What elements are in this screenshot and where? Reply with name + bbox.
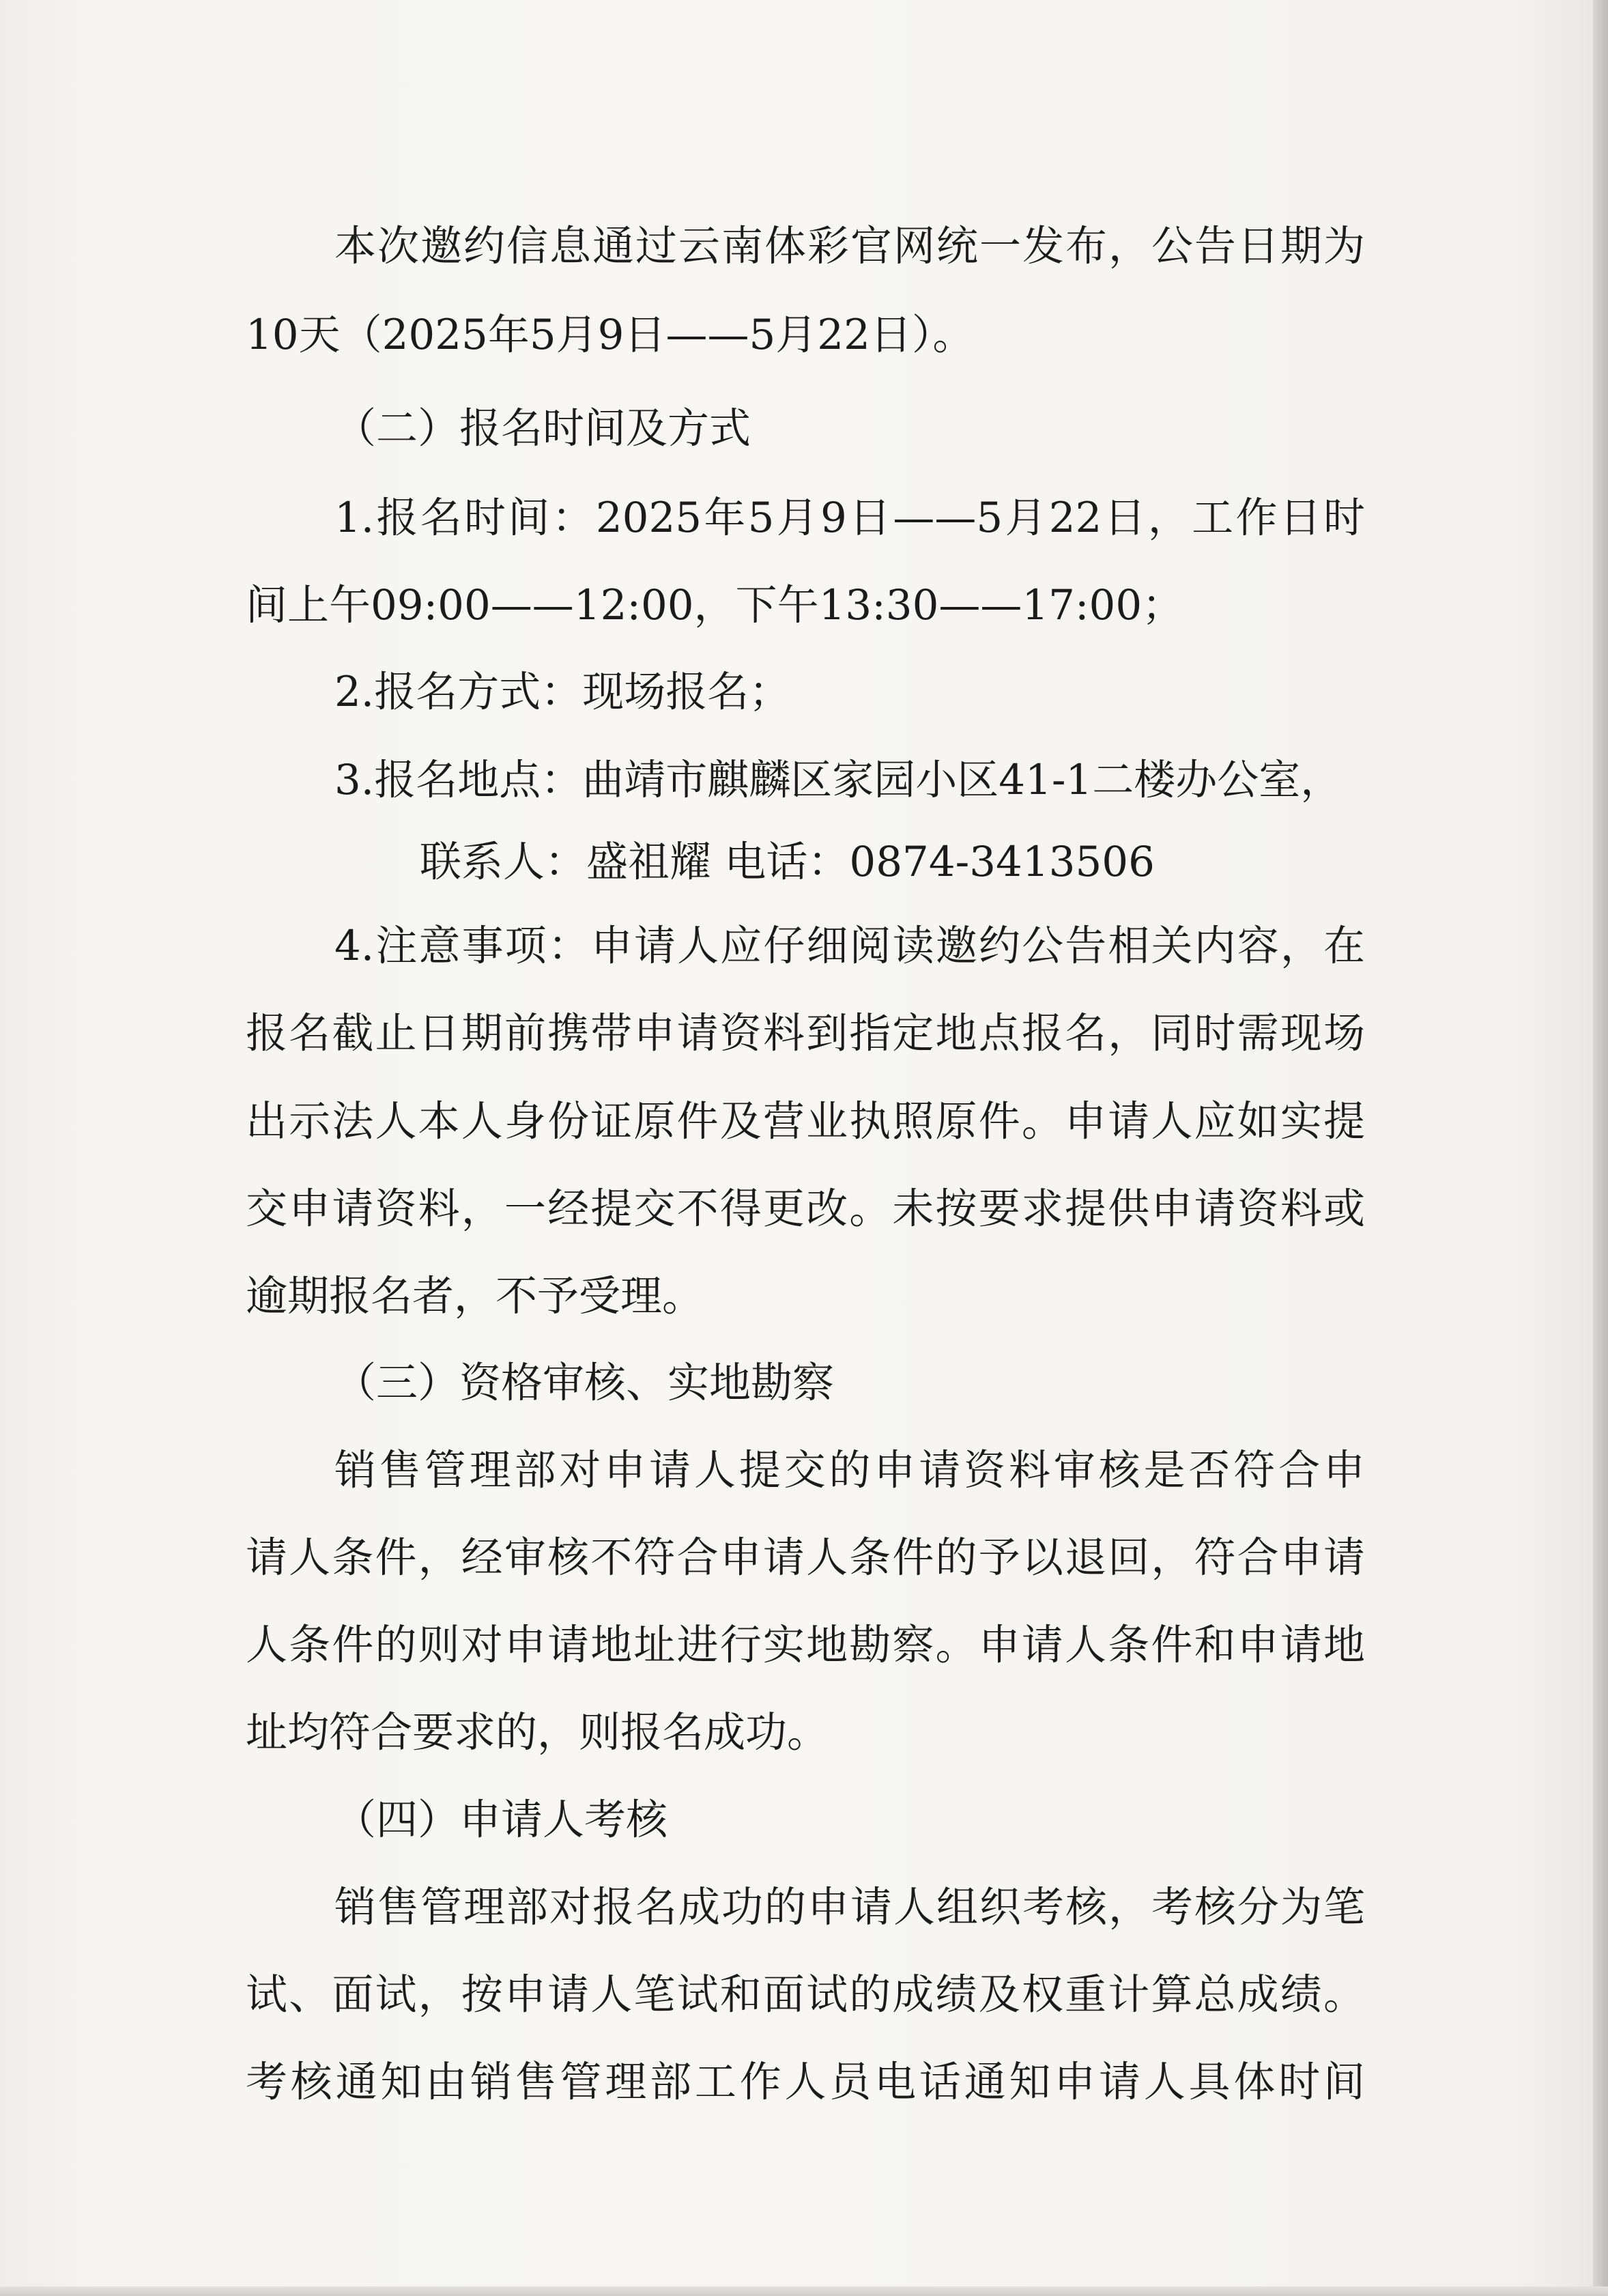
review-line-1: 销售管理部对申请人提交的申请资料审核是否符合申 (334, 1446, 1365, 1494)
section-heading-assessment: （四）申请人考核 (334, 1796, 668, 1844)
section-heading-review: （三）资格审核、实地勘察 (334, 1359, 835, 1407)
assessment-line-3: 考核通知由销售管理部工作人员电话通知申请人具体时间 (246, 2058, 1365, 2106)
notes-line-1: 4.注意事项：申请人应仔细阅读邀约公告相关内容，在 (334, 922, 1365, 970)
registration-method: 2.报名方式：现场报名； (334, 668, 791, 716)
review-line-4: 址均符合要求的，则报名成功。 (246, 1708, 829, 1757)
assessment-line-1: 销售管理部对报名成功的申请人组织考核，考核分为笔 (334, 1883, 1365, 1931)
paragraph-announcement-line-2: 10天（2025年5月9日——5月22日）。 (246, 311, 975, 359)
page-edge-shadow (1593, 0, 1608, 2296)
section-heading-registration: （二）报名时间及方式 (334, 404, 751, 453)
registration-time-line-2: 间上午09:00——12:00，下午13:30——17:00； (246, 581, 1184, 629)
notes-line-5: 逾期报名者，不予受理。 (246, 1272, 704, 1320)
page-bottom-edge (0, 2286, 1608, 2296)
notes-line-4: 交申请资料，一经提交不得更改。未按要求提供申请资料或 (246, 1185, 1365, 1233)
assessment-line-2: 试、面试，按申请人笔试和面试的成绩及权重计算总成绩。 (246, 1970, 1365, 2019)
paragraph-announcement-line-1: 本次邀约信息通过云南体彩官网统一发布，公告日期为 (334, 222, 1365, 270)
registration-location: 3.报名地点：曲靖市麒麟区家园小区41-1二楼办公室， (334, 756, 1343, 804)
registration-time-line-1: 1.报名时间：2025年5月9日——5月22日，工作日时 (334, 494, 1365, 542)
notes-line-2: 报名截止日期前携带申请资料到指定地点报名，同时需现场 (246, 1009, 1365, 1058)
contact-info: 联系人：盛祖耀 电话：0874-3413506 (420, 838, 1155, 886)
review-line-2: 请人条件，经审核不符合申请人条件的予以退回，符合申请 (246, 1533, 1365, 1582)
review-line-3: 人条件的则对申请地址进行实地勘察。申请人条件和申请地 (246, 1621, 1365, 1669)
notes-line-3: 出示法人本人身份证原件及营业执照原件。申请人应如实提 (246, 1097, 1365, 1146)
